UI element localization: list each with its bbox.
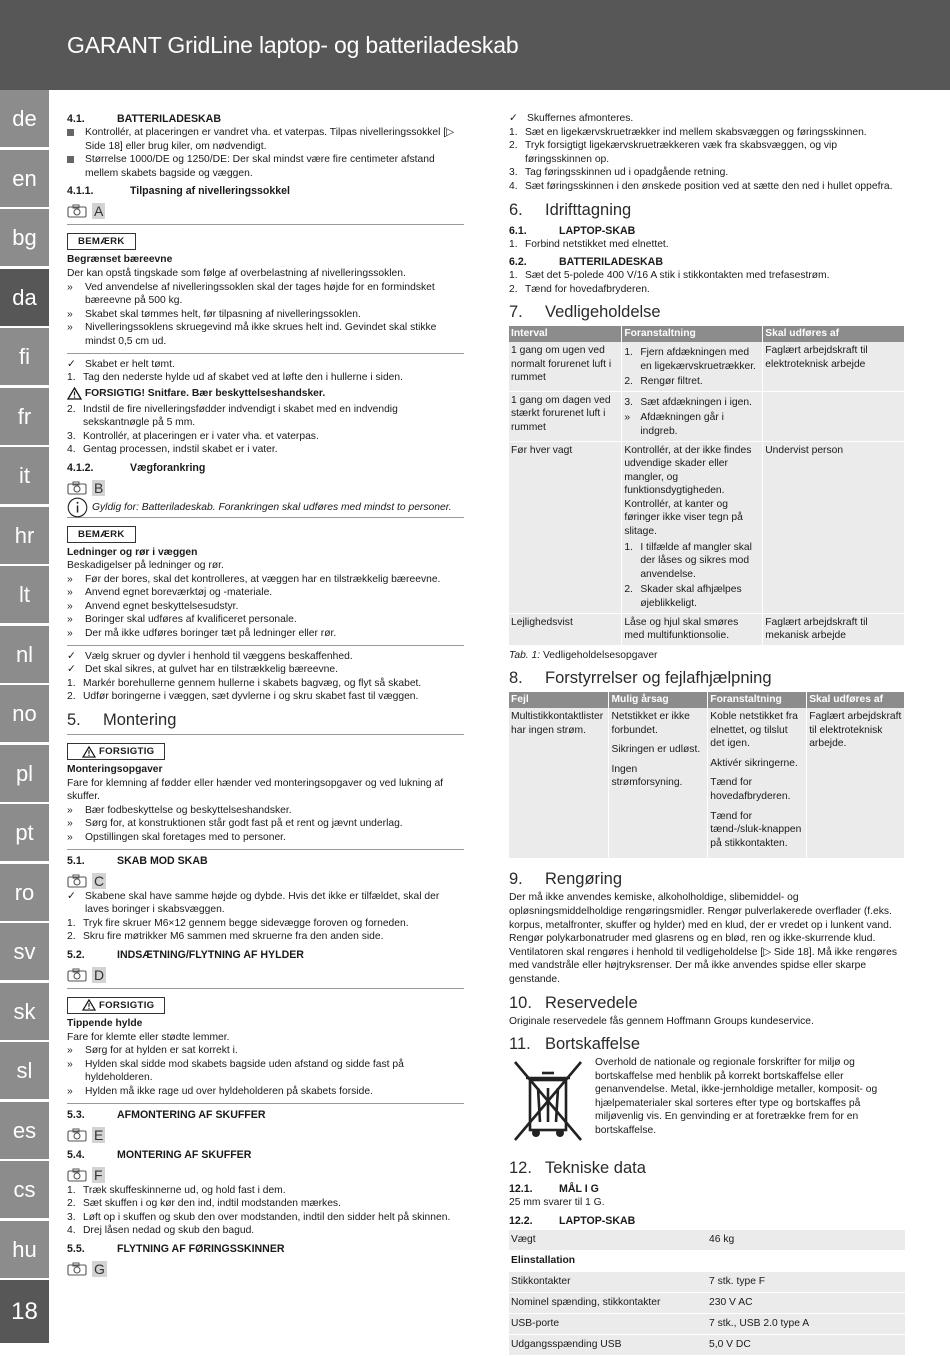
measure-step: 1. Fjern afdækningen med en ligekærvskruetrækker. [624,346,756,372]
measure-cell [622,391,763,441]
language-tab-da[interactable]: da [0,269,49,327]
table-row [509,342,905,391]
list-item: » Sørg for at hylden er sat korrekt i. [67,1045,238,1057]
checkmark-icon: ✓ [67,890,76,902]
step-list [67,677,464,704]
list-item: » Ved anvendelse af nivelleringssoklen skal der tages højde for en formindsket bæreevne på 500 kg. [67,281,435,307]
step-item: 4. Gentag processen, indstil skabet er i vater. [67,444,278,456]
measure-text: Låse og hjul skal smøres med multifunktionsolie. [624,616,739,642]
language-tab-pt[interactable]: pt [0,804,49,862]
list-item: » Hylden må ikke rage ud over hyldeholderen på skabets forside. [67,1085,373,1097]
action-cell [708,708,807,859]
performed-by-cell: Faglært arbejdskraft til mekanisk arbejde [763,613,905,645]
list-item: » Anvend egnet beskyttelsesudstyr. [67,600,239,612]
list-item: » Der må ikke udføres boringer tæt på ledninger eller rør. [67,628,337,640]
camera-icon [67,1262,87,1276]
step-item: 1. Sæt det 5-polede 400 V/16 A stik i stikkontakten med trefasestrøm. [509,270,830,282]
divider [67,353,464,354]
section-heading-10: 10. Reservedele [509,993,638,1012]
list-item: » Før der bores, skal det kontrolleres, at væggen har en tilstrækkelig bæreevne. [67,573,441,585]
table-caption: Tab. 1: Vedligeholdelsesopgaver [509,649,658,661]
arrow-marker: » [67,804,73,816]
table-header-cell: Skal udføres af [807,692,905,708]
list-item: » Anvend egnet boreværktøj og -materiale. [67,587,273,599]
section-heading-6-2: 6.2. BATTERILADESKAB [509,256,663,269]
check-item: ✓ Skuffernes afmonteres. [509,113,634,124]
notice-title: Begrænset bæreevne [67,254,173,266]
figure-letter: B [94,479,104,496]
language-tab-sl[interactable]: sl [0,1042,49,1100]
left-column [67,112,464,1278]
warning-triangle-icon [82,746,96,758]
table-row [509,441,905,613]
bullet-item: Kontrollér, at placeringen er vandret vha. et vaterpas. Tilpas nivelleringssokkel [▷ Side 18] eller brug kiler, om nødvendigt. [67,126,464,153]
section-heading-4-1-1: 4.1.1. Tilpasning af nivelleringssokkel [67,185,290,198]
arrow-marker: » [67,1085,73,1097]
cleaning-text: Der må ikke anvendes kemiske, alkoholholdige, slibemiddel- og opløsningsmiddelholdige rengøringsmidler. Rengør pulverlakerede overflader (f.eks. korpus, metalfronter, skuffer og hylder) med en klud, der er vredet op i lunkent vand. Rengør polykarbonatruder med glasrens og en blød, ren og ikke-skurrende klud. Ventilatoren skal rengøres i henhold til vedligeholdelse [▷ Side 18]. Må ikke rengøres med vandstråle eller højtryksrenser. Der må ikke anvendes spidse eller skarpe genstande. [509,892,897,985]
info-icon [67,497,88,518]
measure-cell [622,342,763,391]
section-heading-12-1: 12.1. MÅL I G [509,1183,599,1196]
list-item: » Nivelleringssoklens skruegevind må ikke skrues helt ind. Gevindet skal stikke mindst 0,5 cm ud. [67,322,437,347]
arrow-marker: » [67,322,73,334]
spec-table [509,1230,905,1355]
figure-reference-d [67,966,464,984]
check-item: ✓ Det skal sikres, at gulvet har en tilstrækkelig bæreevne. [67,664,338,676]
section-heading-5: 5. Montering [67,711,177,730]
step-item: 1. Træk skuffeskinnerne ud, og hold fast i dem. [67,1184,286,1196]
spec-row: Nominel spænding, stikkontakter 230 V AC [509,1293,905,1313]
camera-icon [67,204,87,218]
language-tab-hr[interactable]: hr [0,507,49,565]
step-item: 1. Tag den nederste hylde ud af skabet ved at løfte den i hullerne i siden. [67,372,403,384]
measure-cell [622,441,763,613]
section-heading-5-3: 5.3. AFMONTERING AF SKUFFER [67,1108,266,1121]
arrow-marker: » [67,281,73,293]
divider [67,988,464,989]
figure-letter: D [94,966,105,983]
measure-step: 1. I tilfælde af mangler skal der låses og sikres mod anvendelse. [624,541,752,580]
figure-letter: A [94,203,104,220]
notice-text: Der kan opstå tingskade som følge af overbelastning af nivelleringssoklen. [67,267,406,279]
caution-text: Fare for klemte eller stødte lemmer. [67,1031,230,1043]
checkmark-icon: ✓ [67,358,76,370]
step-list [509,126,905,194]
section-heading-5-2: 5.2. INDSÆTNING/FLYTNING AF HYLDER [67,948,304,961]
scale-text: 25 mm svarer til 1 G. [509,1197,605,1209]
table-header-row [509,326,905,342]
cause-item: Ingen strømforsyning. [611,763,683,789]
figure-letter: G [94,1260,105,1277]
figure-reference-e [67,1126,464,1144]
disposal-text: Overhold de nationale og regionale forskrifter for miljø og bortskaffelse med henblik på korrekt bortskaffelse eller genanvendelse. Metal, ikke-jernholdige metaller, komposit- og hjælpematerialer skal sorteres efter type og bortskaffes på miljøvenlig vis. En genvinding er at foretrække frem for en bortskaffelse. [595,1057,878,1137]
camera-icon [67,1168,87,1182]
table-header-cell: Foranstaltning [708,692,807,708]
spec-row: USB-porte 7 stk., USB 2.0 type A [509,1314,905,1334]
section-heading-11: 11. Bortskaffelse [509,1035,641,1054]
step-item: 2. Sæt skuffen i og kør den ind, indtil modstanden mærkes. [67,1198,341,1210]
measure-text: Kontrollér, at der ikke findes udvendige skader eller mangler, og funktionsdygtigheden. Kontrollér, at kanter og føringer ikke viser tegn på slitage. [624,444,752,538]
language-tab-es[interactable]: es [0,1102,49,1160]
spec-group-heading: Elinstallation [509,1251,905,1271]
camera-icon [67,968,87,982]
cause-item: Netstikket er ikke forbundet. [611,711,690,736]
list-item: » Hylden skal sidde mod skabets bagside uden afstand og sidde fast på hyldeholderen. [67,1058,404,1084]
step-list [67,917,464,944]
language-tab-sk[interactable]: sk [0,983,49,1041]
checkmark-icon: ✓ [67,650,76,662]
step-item: 3. Tag føringsskinnen ud i opadgående retning. [509,167,729,179]
action-item: Aktivér sikringerne. [710,757,798,769]
step-item: 3. Kontrollér, at placeringen er i vater vha. et vaterpas. [67,430,319,442]
figure-letter: F [94,1166,103,1183]
caution-title: Tippende hylde [67,1017,143,1029]
table-row [509,613,905,645]
arrow-marker: » [67,628,73,640]
performed-by-cell: Faglært arbejdskraft til elektroteknisk arbejde. [807,708,905,859]
caution-label: FORSIGTIG [67,997,165,1014]
table-header-cell: Fejl [509,692,609,708]
arrow-marker: » [67,832,73,843]
table-header-row [509,692,905,708]
figure-reference-a [67,202,464,220]
arrow-marker: » [67,600,73,612]
table-row [509,391,905,441]
camera-icon [67,481,87,495]
arrow-marker: » [67,818,73,830]
caution-text: Fare for klemning af fødder eller hænder ved monteringsopgaver og ved lukning af skuffer. [67,777,444,803]
section-heading-5-4: 5.4. MONTERING AF SKUFFER [67,1148,252,1161]
checkmark-icon: ✓ [509,113,518,124]
figure-letter: C [94,872,105,889]
section-heading-12: 12. Tekniske data [509,1159,646,1178]
language-tab-bg[interactable]: bg [0,209,49,267]
language-tab-nl[interactable]: nl [0,626,49,684]
camera-icon [67,1128,87,1142]
language-tab-hu[interactable]: hu [0,1221,49,1279]
performed-by-cell: Undervist person [763,441,905,613]
spec-row: Udgangsspænding USB 5,0 V DC [509,1335,905,1355]
check-item: ✓ Skabene skal have samme højde og dybde. Hvis det ikke er tilfældet, skal der laves boringer i skabsvæggen. [67,890,440,916]
interval-cell: Før hver vagt [509,441,622,613]
list-item: » Skabet skal tømmes helt, før tilpasning af nivelleringssoklen. [67,308,361,320]
table-header-cell: Foranstaltning [622,326,763,342]
action-item: Tænd for tænd-/sluk-knappen på stikkontakten. [710,810,802,849]
section-heading-6-1: 6.1. LAPTOP-SKAB [509,224,636,237]
figure-reference-b [67,479,464,497]
language-tab-en[interactable]: en [0,150,49,208]
interval-cell: 1 gang om ugen ved normalt forurenet luft i rummet [509,342,622,391]
divider [67,734,464,735]
warning-triangle-icon [82,999,96,1011]
arrow-marker: » [67,614,73,626]
language-tab-pl[interactable]: pl [0,745,49,803]
step-item: 1. Tryk fire skruer M6×12 gennem begge sidevægge foroven og forneden. [67,917,409,929]
spec-row: Vægt 46 kg [509,1230,905,1250]
interval-cell: 1 gang om dagen ved stærkt forurenet luft i rummet [509,391,622,441]
figure-reference-c [67,872,464,890]
measure-step: 3. Sæt afdækningen i igen. [624,396,752,408]
language-tab-fi[interactable]: fi [0,328,49,386]
list-item: » Opstillingen skal foretages med to personer. [67,832,286,843]
section-heading-4-1-2: 4.1.2. Vægforankring [67,461,206,474]
check-item: ✓ Vælg skruer og dyvler i henhold til væggens beskaffenhed. [67,650,353,662]
page-header [0,0,950,90]
action-item: Tænd for hovedafbryderen. [710,777,791,802]
section-heading-12-2: 12.2. LAPTOP-SKAB [509,1214,636,1227]
step-list [67,1184,464,1238]
list-item: » Sørg for, at konstruktionen står godt fast på et rent og jævnt underlag. [67,818,403,830]
caution-title: Monteringsopgaver [67,764,163,776]
cause-item: Sikringen er udløst. [611,744,701,756]
measure-step: » Afdækningen går i indgreb. [624,412,724,437]
language-tab-no[interactable]: no [0,685,49,743]
right-column [509,112,905,1356]
divider [67,517,464,518]
action-item: Koble netstikket fra elnettet, og tilslut det igen. [710,711,798,750]
step-item: 2. Tænd for hovedafbryderen. [509,283,650,295]
language-tab-ro[interactable]: ro [0,864,49,922]
maintenance-table [509,326,905,645]
section-heading-8: 8. Forstyrrelser og fejlafhjælpning [509,669,772,688]
language-tab-fr[interactable]: fr [0,388,49,446]
spare-parts-text: Originale reservedele fås gennem Hoffmann Groups kundeservice. [509,1015,814,1027]
page-number: 18 [0,1280,49,1343]
language-tab-it[interactable]: it [0,447,49,505]
table-header-cell: Mulig årsag [609,692,708,708]
measure-step: 2. Skader skal afhjælpes øjeblikkeligt. [624,584,742,610]
notice-list [67,281,464,349]
performed-by-cell: Faglært arbejdskraft til elektroteknisk arbejde [763,342,905,391]
step-item: 2. Skru fire møtrikker M6 sammen med skruerne fra den anden side. [67,931,384,943]
step-item: 2. Indstil de fire nivelleringsfødder indvendigt i skabet med en indvendig sekskantnøgle på 5 mm. [67,403,398,429]
arrow-marker: » [67,1045,73,1057]
language-tab-de[interactable]: de [0,90,49,148]
section-heading-5-1: 5.1. SKAB MOD SKAB [67,854,208,867]
arrow-marker: » [67,1058,73,1070]
interval-cell: Lejlighedsvist [509,613,622,645]
figure-letter: E [94,1126,104,1143]
warning-triangle-icon [67,387,82,400]
step-item: 3. Løft op i skuffen og skub den over modstanden, indtil den sidder helt på skinnen. [67,1211,451,1223]
divider [67,849,464,850]
notice-title: Ledninger og rør i væggen [67,546,198,558]
disposal-block [509,1056,905,1144]
cause-cell [609,708,708,859]
bullet-square-icon [67,129,74,136]
divider [67,645,464,646]
checkmark-icon: ✓ [67,664,76,676]
step-item: 1. Markér borehullerne gennem hullerne i skabets bagvæg, og flyt så skabet. [67,677,422,689]
measure-cell [622,613,763,645]
fault-table [509,692,905,859]
caution-inline: FORSIGTIG! Snitfare. Bær beskyttelseshandsker. [67,387,464,401]
camera-icon [67,874,87,888]
fault-cell: Multistikkontaktlister har ingen strøm. [509,708,609,859]
performed-by-cell [763,391,905,441]
crossed-out-wheelie-bin-icon [509,1056,587,1144]
bullet-item: Størrelse 1000/DE og 1250/DE: Der skal mindst være fire centimeter afstand mellem skabets bagside og væggen. [67,153,464,180]
step-item: 1. Sæt en ligekærvskruetrækker ind mellem skabsvæggen og føringsskinnen. [509,126,867,138]
language-tab-lt[interactable]: lt [0,566,49,624]
step-item: 2. Udfør boringerne i væggen, sæt dyvlerne i og skru skabet fast til væggen. [67,691,419,703]
caution-label: FORSIGTIG [67,743,165,760]
figure-reference-f [67,1166,464,1184]
language-tab-cs[interactable]: cs [0,1161,49,1219]
table-header-cell: Skal udføres af [763,326,905,342]
notice-label: BEMÆRK [67,233,136,250]
arrow-marker: » [67,573,73,585]
notice-text: Beskadigelser på ledninger og rør. [67,560,224,572]
figure-reference-g [67,1260,464,1278]
spec-row: Stikkontakter 7 stk. type F [509,1272,905,1292]
section-heading-5-5: 5.5. FLYTNING AF FØRINGSSKINNER [67,1242,285,1255]
caution-list [67,804,464,845]
bullet-square-icon [67,156,74,163]
section-heading-9: 9. Rengøring [509,870,623,889]
caution-list [67,1044,464,1098]
notice-label: BEMÆRK [67,526,136,543]
step-item: 2. Tryk forsigtigt ligekærvskruetrækkeren væk fra skabsvæggen, og vip føringsskinnen op. [509,140,838,165]
language-tab-sv[interactable]: sv [0,923,49,981]
table-row [509,708,905,859]
language-sidebar [0,90,49,1343]
section-heading-6: 6. Idrifttagning [509,200,632,219]
arrow-marker: » [67,587,73,599]
section-heading-7: 7. Vedligeholdelse [509,303,661,322]
notice-list [67,573,464,641]
divider [67,1103,464,1104]
info-note: Gyldig for: Batteriladeskab. Forankringen skal udføres med mindst to personer. [67,501,464,515]
page-title: GARANT GridLine laptop- og batteriladeskab [67,32,519,58]
measure-step: 2. Rengør filtret. [624,376,703,388]
check-list [67,650,464,677]
step-item: 4. Drej låsen nedad og skub den bagud. [67,1225,255,1237]
step-list [509,269,905,296]
list-item: » Boringer skal udføres af kvalificeret personale. [67,614,297,626]
check-item: ✓ Skabet er helt tømt. [67,358,175,370]
list-item: » Bær fodbeskyttelse og beskyttelseshandsker. [67,804,292,816]
step-item: 4. Sæt føringsskinnen i den ønskede position ved at sætte den ned i hullet oppefra. [509,180,893,192]
step-list [67,403,464,457]
section-heading-4-1: 4.1. BATTERILADESKAB [67,113,221,125]
step-item: 1. Forbind netstikket med elnettet. [509,238,669,250]
arrow-marker: » [67,308,73,320]
divider [67,224,464,225]
table-header-cell: Interval [509,326,622,342]
